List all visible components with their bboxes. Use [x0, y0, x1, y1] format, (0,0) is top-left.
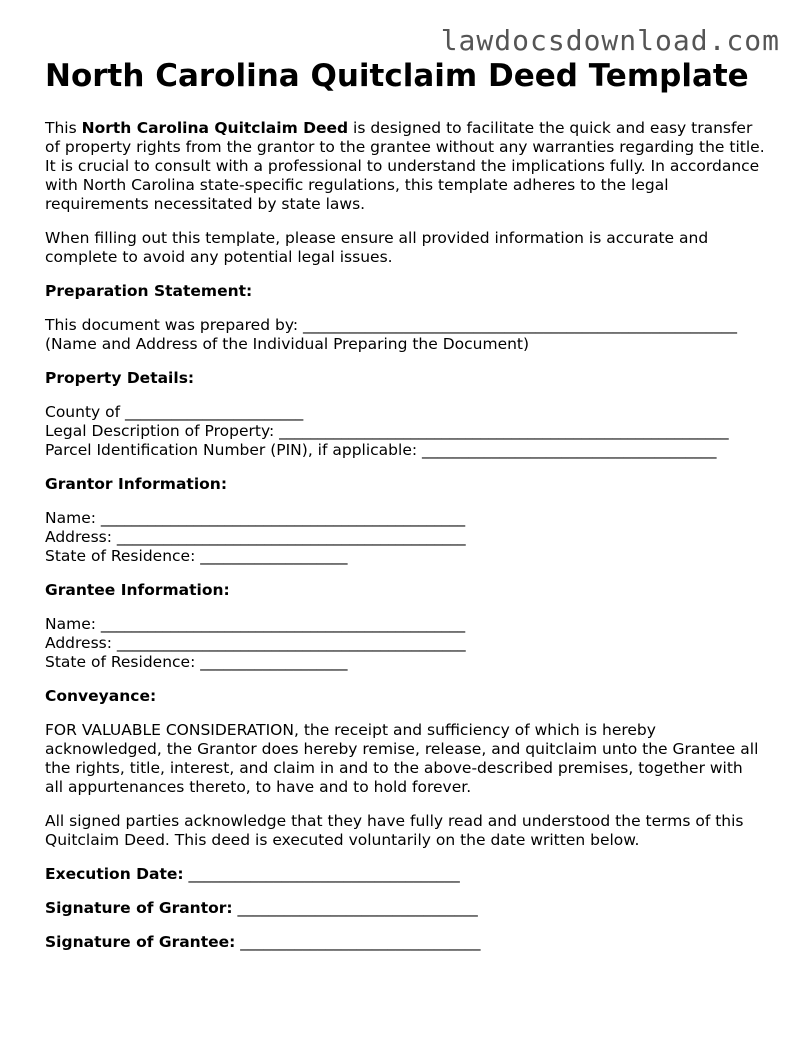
intro-lead: This — [45, 119, 82, 137]
grantee-signature-blank[interactable]: _______________________________ — [235, 933, 481, 951]
grantor-signature-blank[interactable]: _______________________________ — [232, 899, 478, 917]
preparation-fields — [45, 316, 765, 354]
grantee-signature-field[interactable] — [45, 933, 765, 952]
prepared-by-note: (Name and Address of the Individual Preparing the Document) — [45, 335, 530, 353]
intro-paragraph — [45, 119, 765, 214]
prepared-by-field[interactable]: This document was prepared by: ________________________________________________________ — [45, 316, 738, 334]
watermark: lawdocsdownload.com — [440, 24, 780, 57]
preparation-heading: Preparation Statement: — [45, 282, 253, 300]
document-page — [45, 58, 765, 967]
grantor-signature-field[interactable] — [45, 899, 765, 918]
grantee-name-field[interactable]: Name: _______________________________________________ — [45, 615, 466, 633]
property-fields — [45, 403, 765, 460]
pin-field[interactable]: Parcel Identification Number (PIN), if applicable: ______________________________________ — [45, 441, 717, 459]
execution-date-field[interactable] — [45, 865, 765, 884]
grantee-address-field[interactable]: Address: _____________________________________________ — [45, 634, 466, 652]
grantee-heading: Grantee Information: — [45, 581, 230, 599]
execution-date-blank[interactable]: ___________________________________ — [183, 865, 460, 883]
legal-description-field[interactable]: Legal Description of Property: __________________________________________________________ — [45, 422, 729, 440]
acknowledgment-paragraph: All signed parties acknowledge that they have fully read and understood the terms of this Quitclaim Deed. This deed is executed voluntarily on the date written below. — [45, 812, 744, 849]
intro-rest: is designed to facilitate the quick and easy transfer of property rights from the grantor to the grantee without any warranties regarding the title. It is crucial to consult with a professional to understand the implications fully. In accordance with North Carolina state-specific regulations, this template adheres to the legal requirements necessitated by state laws. — [45, 119, 765, 213]
grantee-fields — [45, 615, 765, 672]
conveyance-paragraph: FOR VALUABLE CONSIDERATION, the receipt and sufficiency of which is hereby acknowledged, the Grantor does hereby remise, release, and quitclaim unto the Grantee all the rights, title, interest, and claim in and to the above-described premises, together with all appurtenances thereto, to have and to hold forever. — [45, 721, 759, 796]
grantee-state-field[interactable]: State of Residence: ___________________ — [45, 653, 348, 671]
document-title: North Carolina Quitclaim Deed Template — [45, 58, 749, 94]
county-field[interactable]: County of _______________________ — [45, 403, 304, 421]
intro-bold: North Carolina Quitclaim Deed — [81, 119, 349, 137]
property-heading: Property Details: — [45, 369, 195, 387]
grantor-fields — [45, 509, 765, 566]
grantor-heading: Grantor Information: — [45, 475, 228, 493]
grantor-state-field[interactable]: State of Residence: ___________________ — [45, 547, 348, 565]
grantor-address-field[interactable]: Address: _____________________________________________ — [45, 528, 466, 546]
grantor-signature-label: Signature of Grantor: — [45, 899, 233, 917]
grantee-signature-label: Signature of Grantee: — [45, 933, 236, 951]
execution-date-label: Execution Date: — [45, 865, 184, 883]
conveyance-heading: Conveyance: — [45, 687, 157, 705]
instruction-paragraph: When filling out this template, please ensure all provided information is accurate and complete to avoid any potential legal issues. — [45, 229, 709, 266]
grantor-name-field[interactable]: Name: _______________________________________________ — [45, 509, 466, 527]
